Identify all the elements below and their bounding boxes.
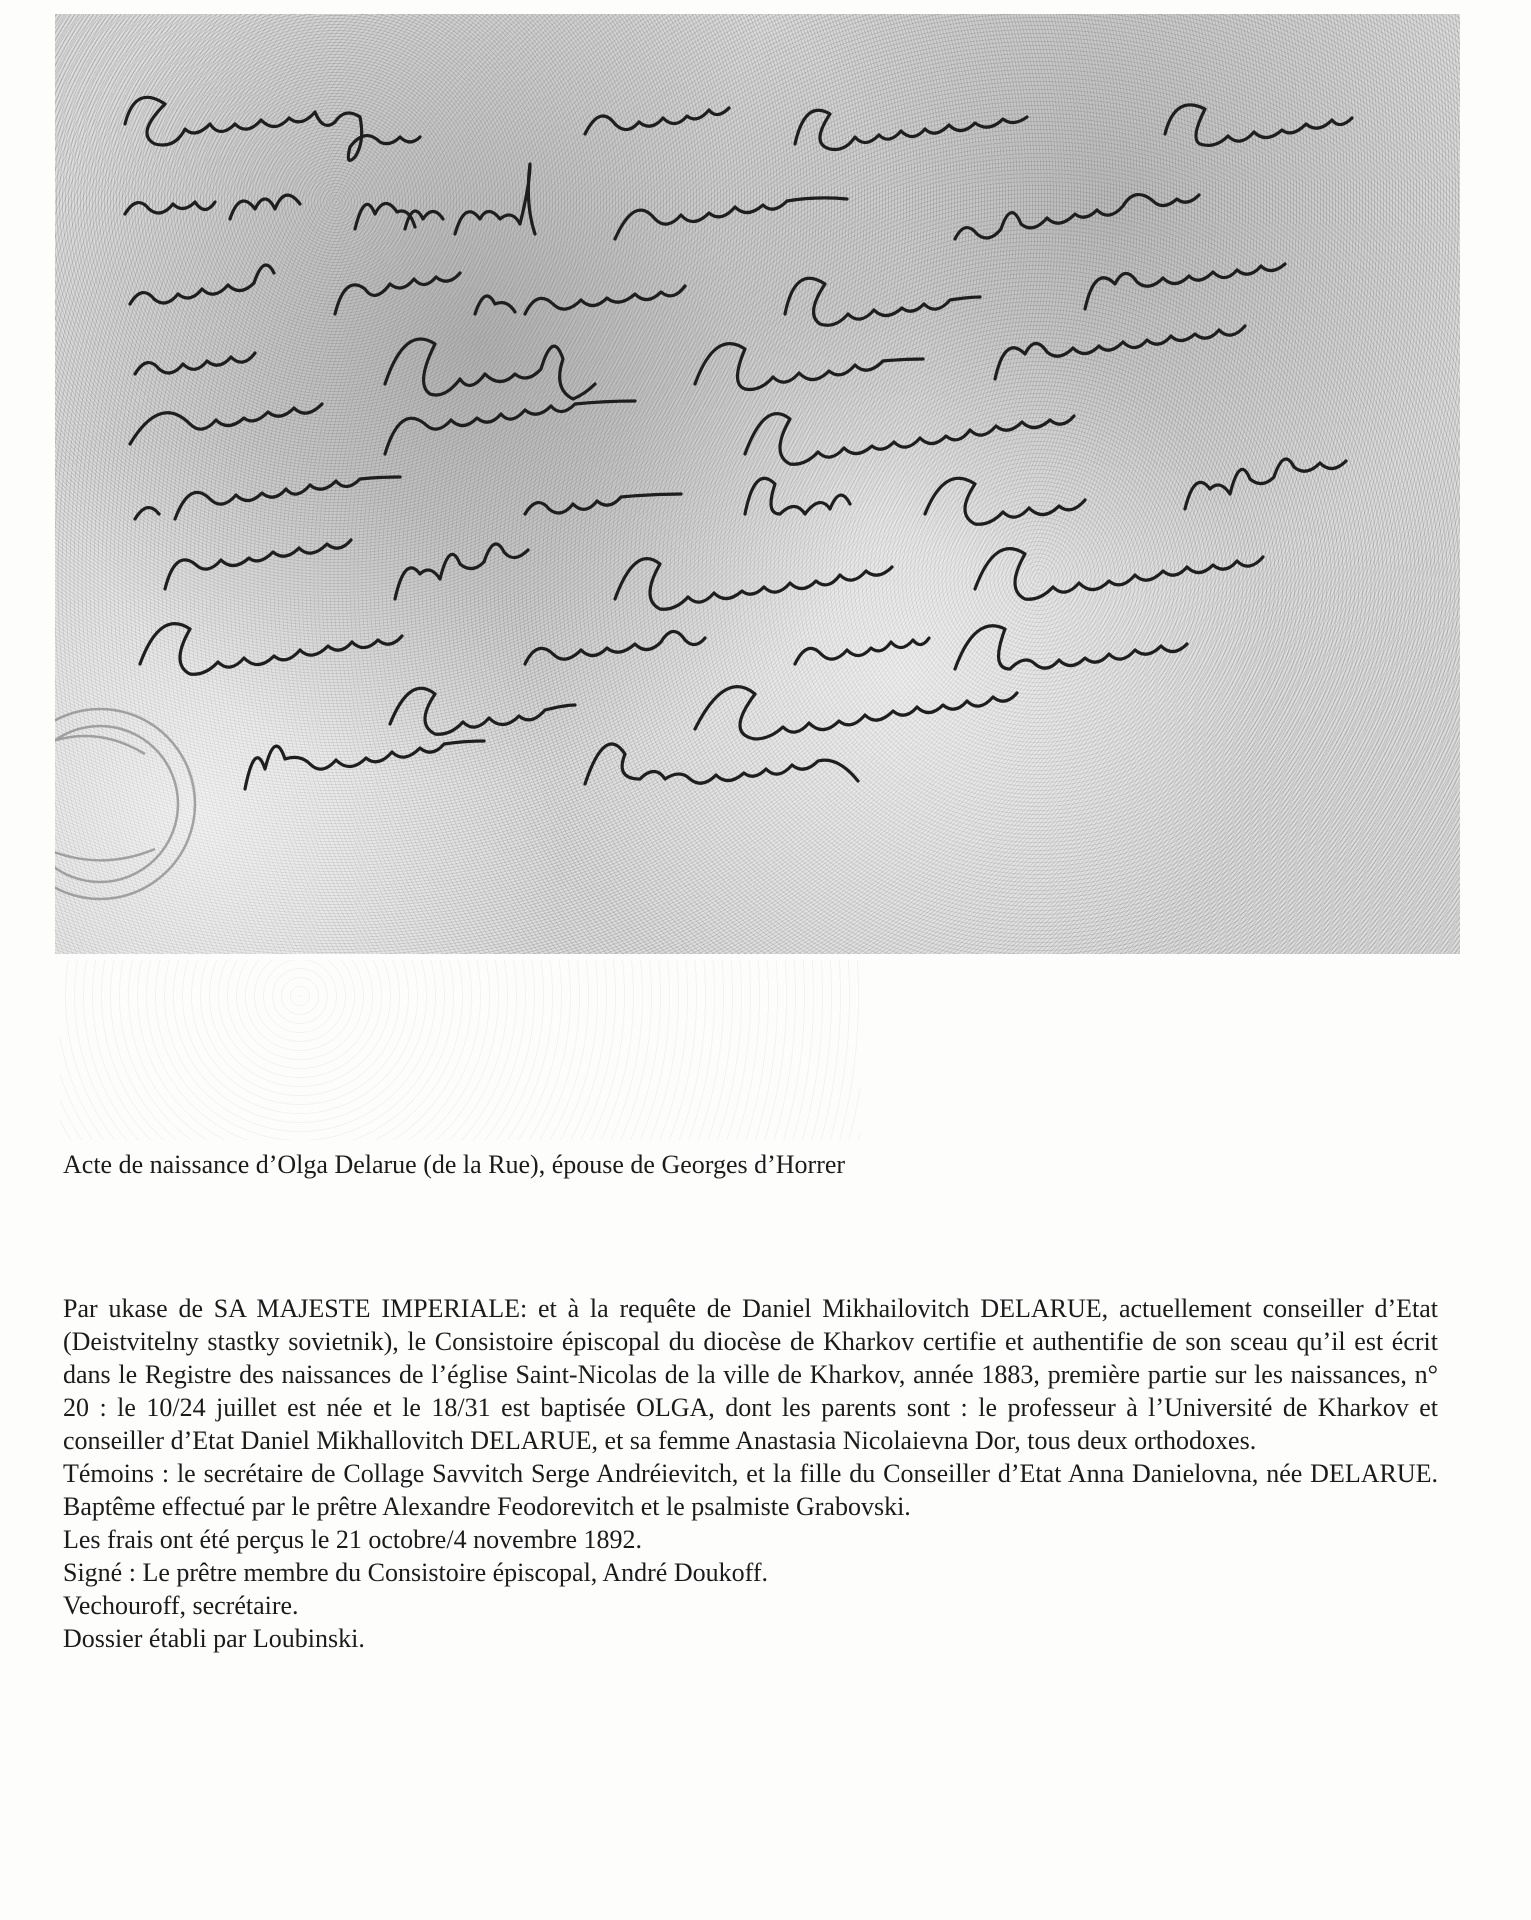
handwriting-stroke bbox=[585, 744, 858, 784]
handwriting-stroke bbox=[745, 414, 1074, 465]
handwriting-stroke bbox=[745, 478, 850, 514]
handwriting-stroke bbox=[795, 110, 1027, 149]
handwriting-stroke bbox=[1085, 264, 1285, 309]
handwriting-stroke bbox=[125, 195, 300, 219]
handwriting-stroke bbox=[135, 353, 255, 374]
handwriting-stroke bbox=[525, 631, 705, 664]
handwriting-stroke bbox=[395, 544, 528, 599]
handwriting-stroke bbox=[925, 478, 1085, 524]
seal-stamp bbox=[55, 709, 195, 899]
paragraph: Par ukase de SA MAJESTE IMPERIALE: et à la requête de Daniel Mikhailovitch DELARUE, actuellement conseiller d’Etat (Deistvitelny stastky sovietnik), le Consistoire épiscopal du diocèse de Kharkov certifie et authentifie de son sceau qu’il est écrit dans le Registre des naissances de l’église Saint-Nicolas de la ville de Kharkov, année 1883, première partie sur les naissances, n° 20 : le 10/24 juillet est née et le 18/31 est baptisée OLGA, dont les parents sont : le professeur à l’Université de Kharkov et conseiller d’Etat Daniel Mikhallovitch DELARUE, et sa femme Anastasia Nicolaievna Dor, tous deux orthodoxes. bbox=[63, 1294, 1438, 1455]
paragraph: Témoins : le secrétaire de Collage Savvitch Serge Andréievitch, et la fille du Conseiller d’Etat Anna Danielovna, née DELARUE. Baptême effectué par le prêtre Alexandre Feodorevitch et le psalmiste Grabovski. bbox=[63, 1459, 1438, 1521]
image-caption: Acte de naissance d’Olga Delarue (de la Rue), épouse de Georges d’Horrer bbox=[63, 1150, 846, 1179]
handwriting-stroke bbox=[245, 741, 484, 789]
handwriting-stroke bbox=[785, 278, 980, 325]
handwriting-stroke bbox=[695, 344, 923, 390]
handwriting-stroke bbox=[995, 326, 1245, 379]
paragraph: Signé : Le prêtre membre du Consistoire épiscopal, André Doukoff. bbox=[63, 1558, 768, 1587]
handwriting-stroke bbox=[390, 688, 575, 734]
handwriting-stroke bbox=[1165, 105, 1352, 145]
handwriting-stroke bbox=[355, 203, 443, 229]
handwriting-stroke bbox=[1185, 459, 1346, 509]
handwriting-stroke bbox=[955, 195, 1199, 239]
handwriting-stroke bbox=[585, 108, 729, 134]
handwriting-stroke bbox=[525, 494, 681, 514]
scan-speckle bbox=[60, 960, 860, 1140]
handwriting-stroke bbox=[455, 164, 535, 234]
handwriting-stroke bbox=[135, 477, 400, 519]
handwriting-stroke bbox=[795, 638, 929, 664]
handwriting-stroke bbox=[130, 265, 274, 304]
handwriting-stroke bbox=[140, 624, 402, 675]
transcription-text bbox=[63, 1292, 1438, 1655]
handwriting-stroke bbox=[125, 97, 420, 160]
handwriting-stroke bbox=[955, 626, 1187, 669]
handwriting-stroke bbox=[615, 559, 892, 610]
manuscript-image bbox=[55, 14, 1460, 954]
handwriting-stroke bbox=[165, 540, 351, 589]
handwriting-scan bbox=[55, 14, 1460, 954]
handwriting-stroke bbox=[130, 404, 322, 444]
handwriting-stroke bbox=[615, 198, 847, 239]
handwriting-stroke bbox=[385, 401, 635, 454]
handwriting-stroke bbox=[695, 687, 1017, 739]
paragraph: Dossier établi par Loubinski. bbox=[63, 1624, 365, 1653]
handwriting-stroke bbox=[475, 286, 685, 314]
paragraph: Les frais ont été perçus le 21 octobre/4 novembre 1892. bbox=[63, 1525, 643, 1554]
handwriting-stroke bbox=[335, 273, 460, 314]
handwriting-stroke bbox=[385, 339, 595, 399]
paragraph: Vechouroff, secrétaire. bbox=[63, 1591, 299, 1620]
handwriting-stroke bbox=[975, 549, 1263, 600]
